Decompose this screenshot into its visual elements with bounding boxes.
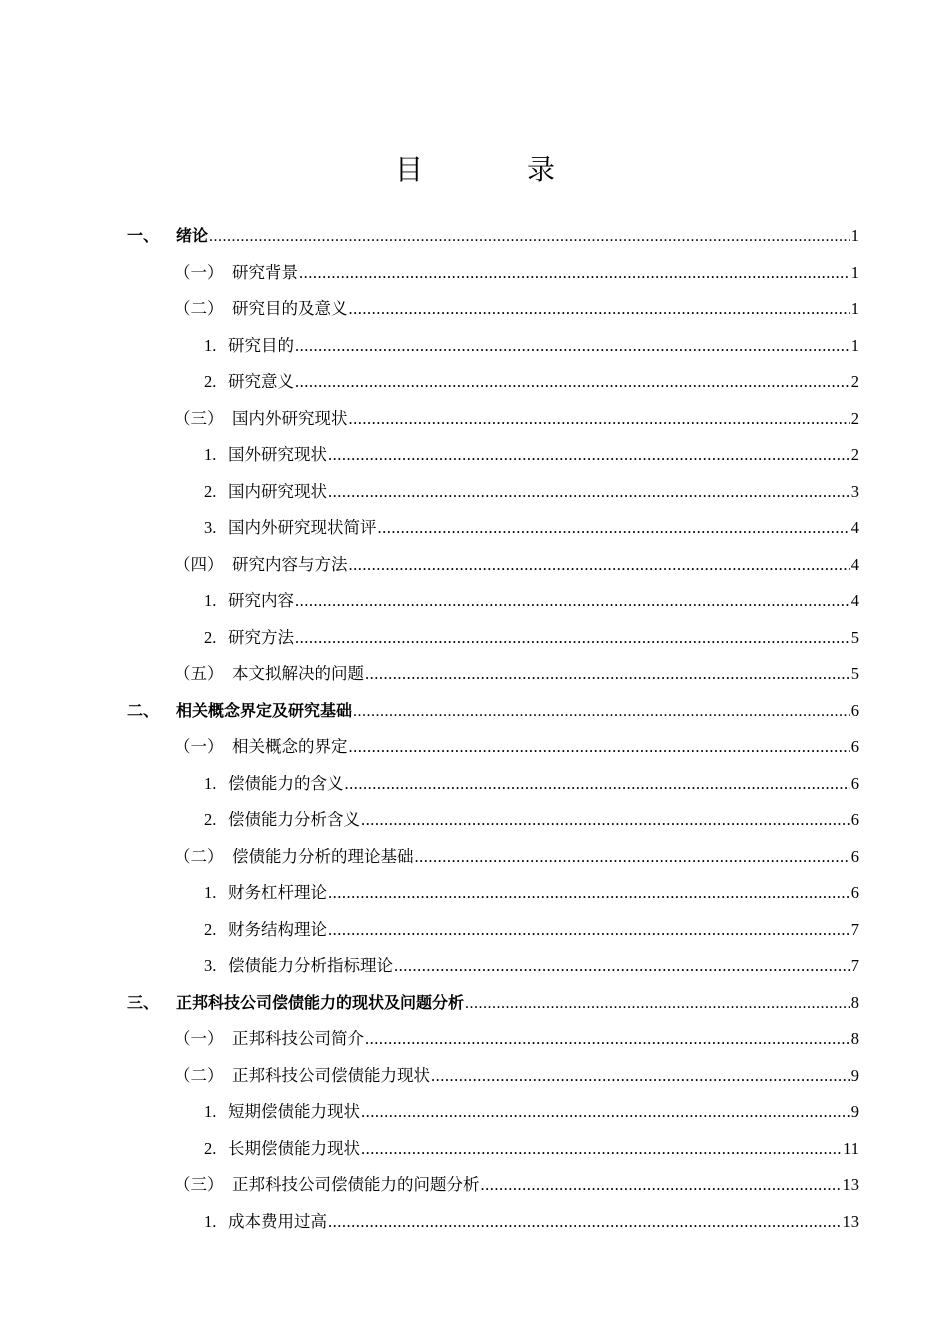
toc-entry-title: 研究意义 xyxy=(228,372,294,391)
dot-leader xyxy=(361,802,850,838)
toc-entry-number: （三） xyxy=(174,1175,224,1194)
toc-entry-page-number: 2 xyxy=(850,445,859,464)
toc-entry-title: 研究目的 xyxy=(228,335,294,355)
toc-entry[interactable] xyxy=(204,328,859,364)
toc-entry[interactable] xyxy=(174,291,859,327)
toc-entry-page-number: 5 xyxy=(850,627,859,647)
toc-entry-number: 1. xyxy=(204,591,217,610)
toc-entry[interactable] xyxy=(204,364,859,400)
toc-entry-number: （二） xyxy=(174,299,224,318)
toc-entry-page-number: 6 xyxy=(850,700,859,720)
toc-entry-title: 偿债能力分析的理论基础 xyxy=(232,846,414,866)
toc-entry-title: 短期偿债能力现状 xyxy=(228,1102,360,1121)
dot-leader xyxy=(394,948,850,984)
toc-entry-number: （五） xyxy=(174,664,224,683)
toc-entry-number: （二） xyxy=(174,1065,224,1085)
toc-entry-number: 1. xyxy=(204,445,217,464)
toc-entry[interactable] xyxy=(174,1058,859,1094)
dot-leader xyxy=(349,547,850,583)
toc-entry[interactable] xyxy=(174,729,859,765)
toc-entry-page-number: 6 xyxy=(850,737,859,756)
toc-entry-page-number: 2 xyxy=(850,372,859,391)
toc-entry-page-number: 9 xyxy=(850,1065,859,1085)
dot-leader xyxy=(465,986,850,1022)
toc-entry-title: 长期偿债能力现状 xyxy=(228,1138,360,1158)
dot-leader xyxy=(295,328,850,364)
toc-entry-page-number: 6 xyxy=(850,810,859,829)
dot-leader xyxy=(378,510,850,546)
dot-leader xyxy=(295,583,850,619)
toc-entry[interactable] xyxy=(204,437,859,473)
toc-title: 目 录 xyxy=(394,153,593,186)
toc-entry-number: 3. xyxy=(204,518,217,537)
toc-entry-title: 相关概念界定及研究基础 xyxy=(176,700,353,720)
toc-entry-title: 正邦科技公司偿债能力现状 xyxy=(232,1065,430,1085)
toc-entry-title: 国外研究现状 xyxy=(228,445,327,464)
toc-entry-title: 偿债能力分析含义 xyxy=(228,810,360,829)
toc-entry-page-number: 7 xyxy=(850,956,859,975)
toc-entry-page-number: 1 xyxy=(850,226,859,245)
toc-entry-page-number: 8 xyxy=(850,992,859,1012)
toc-entry-number: 2. xyxy=(204,627,217,647)
toc-entry-page-number: 4 xyxy=(850,518,859,537)
toc-entry-title: 正邦科技公司偿债能力的问题分析 xyxy=(232,1175,480,1194)
toc-entry-title: 偿债能力分析指标理论 xyxy=(228,956,393,975)
toc-entry[interactable] xyxy=(174,839,859,875)
toc-entry-number: （一） xyxy=(174,1029,224,1048)
dot-leader xyxy=(295,364,850,400)
toc-entry-page-number: 6 xyxy=(850,773,859,793)
dot-leader xyxy=(431,1058,850,1094)
dot-leader xyxy=(481,1167,842,1203)
toc-entry-title: 财务杠杆理论 xyxy=(228,883,327,902)
toc-entry-title: 国内研究现状 xyxy=(228,481,327,501)
toc-entry[interactable] xyxy=(174,255,859,291)
toc-entry-title: 国内外研究现状 xyxy=(232,408,348,428)
dot-leader xyxy=(361,1131,842,1167)
toc-entry-page-number: 9 xyxy=(850,1102,859,1121)
dot-leader xyxy=(353,694,850,730)
toc-entry-number: 1. xyxy=(204,883,217,902)
toc-entry-number: 一、 xyxy=(127,226,160,245)
toc-entry[interactable] xyxy=(204,875,859,911)
toc-entry[interactable] xyxy=(204,912,859,948)
dot-leader xyxy=(345,766,850,802)
dot-leader xyxy=(365,656,850,692)
toc-entry-page-number: 13 xyxy=(842,1175,859,1194)
toc-entry[interactable] xyxy=(204,583,859,619)
toc-entry[interactable] xyxy=(127,218,859,254)
toc-entry-title: 国内外研究现状简评 xyxy=(228,518,377,537)
toc-entry[interactable] xyxy=(204,1131,859,1167)
dot-leader xyxy=(328,912,850,948)
toc-entry[interactable] xyxy=(204,510,859,546)
dot-leader xyxy=(349,401,850,437)
toc-entry-page-number: 13 xyxy=(842,1211,859,1231)
toc-entry[interactable] xyxy=(174,401,859,437)
toc-entry-number: 二、 xyxy=(127,700,160,720)
toc-entry[interactable] xyxy=(127,693,859,729)
toc-entry[interactable] xyxy=(204,802,859,838)
toc-entry[interactable] xyxy=(174,1021,859,1057)
toc-entry[interactable] xyxy=(174,656,859,692)
toc-entry[interactable] xyxy=(174,1167,859,1203)
toc-entry-number: 3. xyxy=(204,956,217,975)
toc-entry-page-number: 3 xyxy=(850,481,859,501)
toc-entry-page-number: 8 xyxy=(850,1029,859,1048)
dot-leader xyxy=(349,291,850,327)
dot-leader xyxy=(299,255,850,291)
toc-entry-title: 本文拟解决的问题 xyxy=(232,664,364,683)
toc-entry-page-number: 11 xyxy=(843,1138,859,1158)
dot-leader xyxy=(328,437,850,473)
toc-entry-title: 研究内容与方法 xyxy=(232,554,348,574)
toc-entry-number: 1. xyxy=(204,1102,217,1121)
toc-entry-number: （一） xyxy=(174,737,224,756)
dot-leader xyxy=(365,1021,850,1057)
dot-leader xyxy=(328,474,850,510)
toc-entry-title: 财务结构理论 xyxy=(228,919,327,939)
toc-entry-page-number: 6 xyxy=(850,846,859,866)
toc-entry-number: 三、 xyxy=(127,992,160,1012)
toc-entry[interactable] xyxy=(204,620,859,656)
toc-entry-page-number: 7 xyxy=(850,919,859,939)
toc-entry-number: 2. xyxy=(204,372,217,391)
toc-entry[interactable] xyxy=(174,547,859,583)
toc-entry[interactable] xyxy=(204,1094,859,1130)
toc-entry-title: 正邦科技公司简介 xyxy=(232,1029,364,1048)
toc-entry-page-number: 1 xyxy=(850,299,859,318)
toc-entry-number: 2. xyxy=(204,919,217,939)
toc-entry-number: 1. xyxy=(204,335,217,355)
toc-entry-number: 1. xyxy=(204,1211,217,1231)
toc-entry-title: 研究方法 xyxy=(228,627,294,647)
toc-entry-page-number: 4 xyxy=(850,591,859,610)
toc-entry-title: 研究背景 xyxy=(232,262,298,282)
toc-entry-number: 2. xyxy=(204,1138,217,1158)
toc-entry-title: 研究内容 xyxy=(228,591,294,610)
dot-leader xyxy=(328,875,850,911)
toc-entry[interactable] xyxy=(204,1204,859,1240)
dot-leader xyxy=(415,839,850,875)
toc-entry-title: 成本费用过高 xyxy=(228,1211,327,1231)
toc-entry-title: 绪论 xyxy=(176,226,209,245)
toc-entry-number: 1. xyxy=(204,773,217,793)
dot-leader xyxy=(349,729,850,765)
toc-entry[interactable] xyxy=(204,766,859,802)
toc-entry-title: 偿债能力的含义 xyxy=(228,773,344,793)
dot-leader xyxy=(328,1204,842,1240)
toc-entry-page-number: 5 xyxy=(850,664,859,683)
toc-entry[interactable] xyxy=(204,948,859,984)
toc-entry-title: 正邦科技公司偿债能力的现状及问题分析 xyxy=(176,992,465,1012)
dot-leader xyxy=(209,219,850,255)
toc-entry[interactable] xyxy=(204,474,859,510)
toc-entry-number: 2. xyxy=(204,481,217,501)
dot-leader xyxy=(295,620,850,656)
toc-entry-title: 研究目的及意义 xyxy=(232,299,348,318)
toc-entry[interactable] xyxy=(127,985,859,1021)
toc-entry-number: （四） xyxy=(174,554,224,574)
toc-entry-number: （三） xyxy=(174,408,224,428)
toc-entry-page-number: 1 xyxy=(850,335,859,355)
toc-entry-page-number: 2 xyxy=(850,408,859,428)
toc-entry-page-number: 4 xyxy=(850,554,859,574)
toc-entry-title: 相关概念的界定 xyxy=(232,737,348,756)
toc-entry-number: （二） xyxy=(174,846,224,866)
dot-leader xyxy=(361,1094,850,1130)
toc-entry-number: 2. xyxy=(204,810,217,829)
toc-entry-page-number: 1 xyxy=(850,262,859,282)
toc-entry-page-number: 6 xyxy=(850,883,859,902)
toc-entry-number: （一） xyxy=(174,262,224,282)
